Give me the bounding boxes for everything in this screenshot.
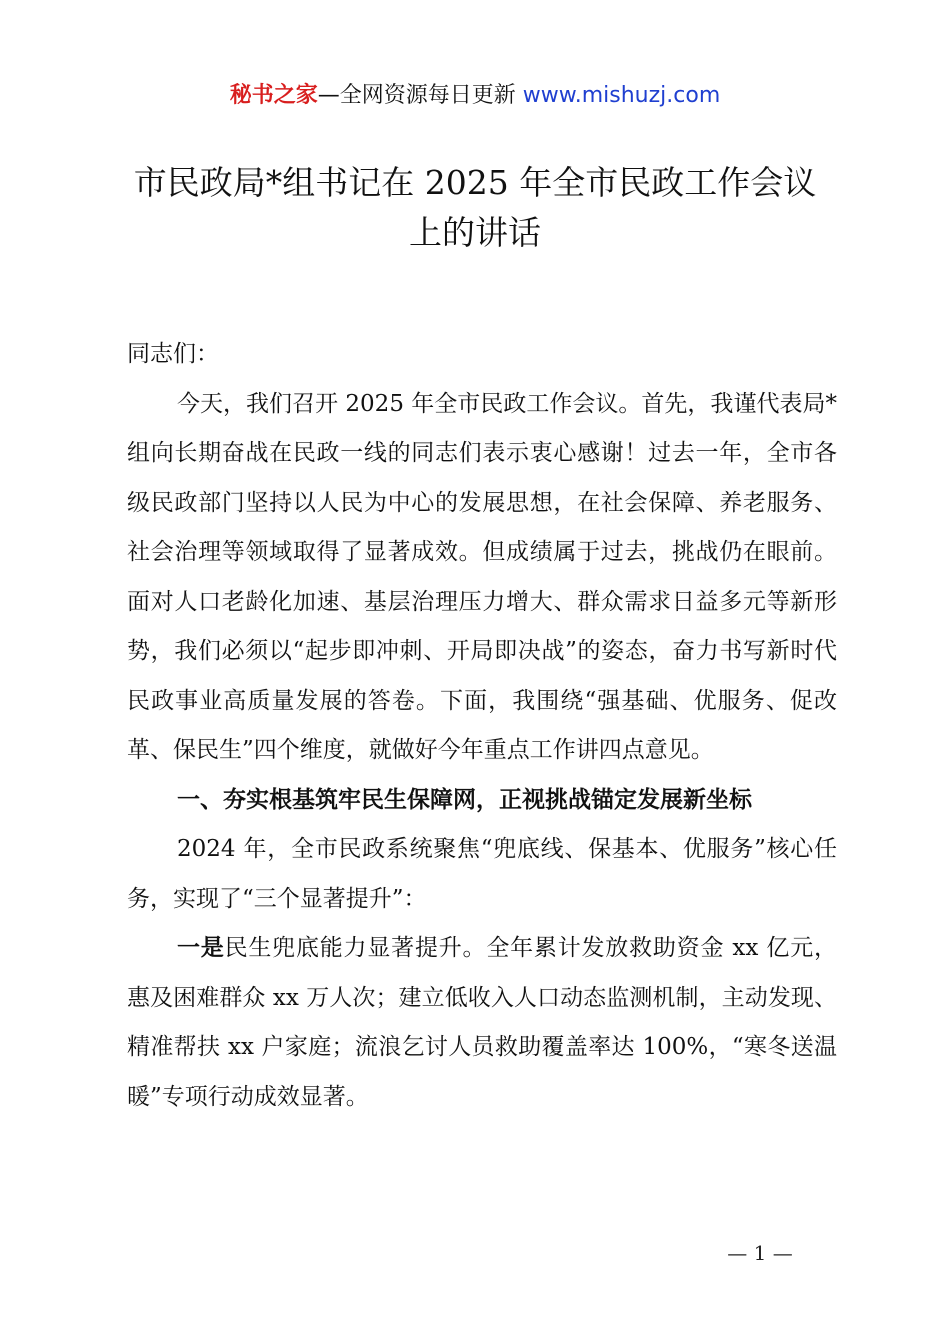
document-title-line-2: 上的讲话 (409, 213, 541, 252)
salutation: 同志们： (127, 341, 219, 367)
page-number: — 1 — (727, 1241, 793, 1265)
site-url-link[interactable]: www.mishuzj.com (522, 83, 721, 108)
intro-paragraph: 今天，我们召开 2025 年全市民政工作会议。首先，我谨代表局*组向长期奋战在民政一线的同志们表示衷心感谢！过去一年，全市各级民政部门坚持以人民为中心的发展思想，在社会保障、养老服务、社会治理等领域取得了显著成效。但成绩属于过去，挑战仍在眼前。面对人口老龄化加速、基层治理压力增大、群众需求日益多元等新形势，我们必须以“起步即冲刺、开局即决战”的姿态，奋力书写新时代民政事业高质量发展的答卷。下面，我围绕“强基础、优服务、促改革、保民生”四个维度，就做好今年重点工作讲四点意见。 (127, 390, 837, 763)
document-title (90, 158, 860, 258)
summary-paragraph: 2024 年，全市民政系统聚焦“兜底线、保基本、优服务”核心任务，实现了“三个显著提升”： (127, 836, 837, 912)
site-slogan: —全网资源每日更新 (317, 83, 516, 108)
section-heading-1: 一、夯实根基筑牢民生保障网，正视挑战锚定发展新坐标 (177, 786, 752, 813)
first-point-lead: 一是 (177, 935, 225, 961)
first-point-paragraph (127, 924, 837, 1122)
site-brand-name: 秘书之家 (229, 83, 318, 108)
site-header (0, 80, 950, 112)
document-body (127, 330, 837, 1122)
document-title-line-1: 市民政局*组书记在 2025 年全市民政工作会议 (133, 163, 817, 202)
first-point-text: 民生兜底能力显著提升。全年累计发放救助资金 xx 亿元，惠及困难群众 xx 万人次；建立低收入人口动态监测机制，主动发现、精准帮扶 xx 户家庭；流浪乞讨人员救助覆盖率达 100%，“寒冬送温暖”专项行动成效显著。 (127, 935, 837, 1110)
